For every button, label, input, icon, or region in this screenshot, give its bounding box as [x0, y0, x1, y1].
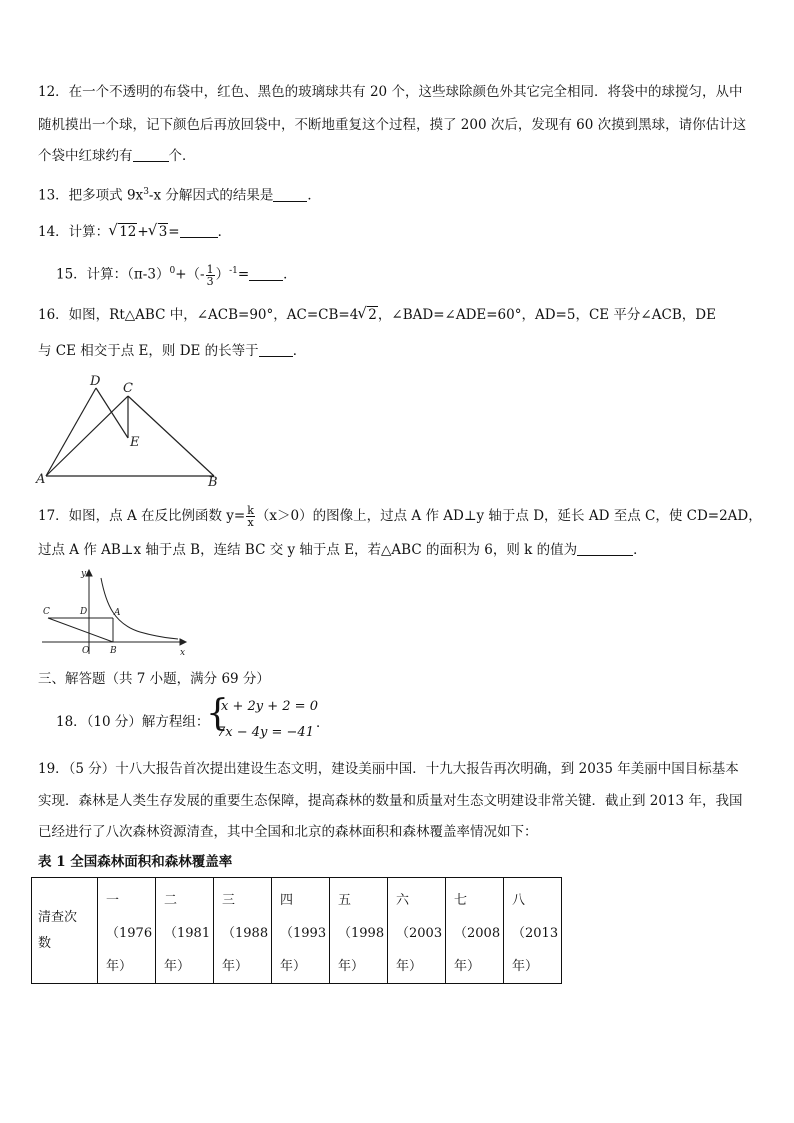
col-8-num: 八	[512, 893, 526, 908]
q17-label-d: D	[80, 607, 88, 617]
col-5-tail: 年）	[338, 959, 365, 974]
q15-end: ．	[283, 266, 297, 283]
col-2-tail: 年）	[164, 959, 191, 974]
q17-fraction	[246, 505, 255, 528]
table-cell-col-4	[272, 878, 330, 984]
table-cell-col-6	[388, 878, 446, 984]
q15-numerator: 1	[206, 262, 214, 276]
q14-radicand-3: 3	[158, 224, 168, 240]
q18-label: 18．（10 分）解方程组：	[56, 714, 210, 730]
q16-line-2	[38, 342, 306, 360]
col-8-tail: 年）	[512, 959, 539, 974]
q15-exp-neg1: -1	[229, 266, 238, 276]
q15-eq: =	[237, 266, 250, 283]
q17-label-a: A	[114, 608, 121, 618]
q15-fraction	[206, 264, 215, 287]
col-2-num: 二	[164, 893, 178, 908]
table-header-cell	[32, 878, 98, 984]
col-3-num: 三	[222, 893, 236, 908]
q16-segment-ad	[46, 388, 96, 476]
q14-line	[38, 223, 231, 241]
q13-end: ．	[307, 187, 321, 204]
q17-line-1a: 17．如图，点 A 在反比例函数 y=	[38, 508, 246, 524]
q13-text-b: -x 分解因式的结果是	[148, 187, 274, 204]
q17-y-arrow	[86, 570, 92, 576]
q16-line-1	[38, 306, 716, 324]
q17-label-b: B	[110, 646, 117, 656]
table-header-line-2: 数	[38, 935, 52, 951]
q16-label-a: A	[36, 472, 46, 487]
q16-label-b: B	[208, 475, 218, 488]
col-8-year: （2013	[512, 926, 559, 941]
table-cell-col-7	[446, 878, 504, 984]
q13-answer-blank	[273, 187, 307, 202]
q17-segment-cb	[48, 618, 113, 642]
q17-label-y: y	[81, 569, 87, 579]
q13-exponent: 3	[143, 187, 149, 197]
q14-end: ．	[217, 224, 232, 240]
q17-denominator: x	[247, 516, 254, 529]
q12-line-3a: 个袋中红球约有	[38, 148, 133, 164]
q17-label-o: O	[82, 646, 90, 656]
q15-answer-blank	[249, 266, 283, 281]
q16-label-e: E	[130, 435, 140, 450]
col-3-tail: 年）	[222, 959, 249, 974]
q14-sqrt-12	[109, 223, 137, 241]
col-3-year: （1988	[222, 926, 269, 941]
q17-label-x: x	[180, 648, 186, 658]
q15-plus: +（-	[175, 266, 205, 283]
table-cell-col-5	[330, 878, 388, 984]
q14-answer-blank	[180, 223, 218, 238]
q16-line-1b: ，∠BAD=∠ADE=60°，AD=5，CE 平分∠ACB，DE	[377, 307, 716, 323]
col-6-num: 六	[396, 893, 410, 908]
q14-radicand-12: 12	[119, 224, 137, 240]
q17-line-2	[38, 541, 647, 559]
table-cell-col-2	[156, 878, 214, 984]
col-7-tail: 年）	[454, 959, 481, 974]
q16-line-1a: 16．如图，Rt△ABC 中，∠ACB=90°，AC=CB=4	[38, 307, 359, 323]
col-7-num: 七	[454, 893, 468, 908]
q16-triangle-figure	[34, 372, 230, 488]
q17-line-2a: 过点 A 作 AB⊥x 轴于点 B，连结 BC 交 y 轴于点 E，若△ABC 的面积为 6，则 k 的值为	[38, 542, 578, 558]
table-cell-col-1	[98, 878, 156, 984]
q17-coordinate-figure	[38, 566, 188, 658]
q16-sqrt-2	[358, 306, 378, 324]
col-6-year: （2003	[396, 926, 443, 941]
q17-line-1b: （x＞0）的图像上，过点 A 作 AD⊥y 轴于点 D，延长 AD 至点 C，使 CD=2AD，	[255, 508, 762, 524]
col-2-year: （1981	[164, 926, 211, 941]
q16-radicand-2: 2	[368, 307, 377, 323]
q16-answer-blank	[259, 342, 293, 357]
table-cell-col-3	[214, 878, 272, 984]
q12-line-3	[38, 147, 196, 165]
q15-exp-0: 0	[169, 266, 176, 276]
col-5-num: 五	[338, 893, 352, 908]
q19-line-3: 已经进行了八次森林资源清查，其中全国和北京的森林面积和森林覆盖率情况如下：	[38, 824, 538, 840]
q14-eq: =	[168, 224, 180, 240]
table-1	[31, 877, 562, 984]
q14-label: 14．计算：	[38, 224, 110, 240]
q12-line-3b: 个．	[168, 148, 196, 164]
q13-text-a: 13．把多项式 9x	[38, 187, 144, 204]
q16-line-2a: 与 CE 相交于点 E，则 DE 的长等于	[38, 343, 259, 359]
q19-line-1: 19．（5 分）十八大报告首次提出建设生态文明，建设美丽中国．十九大报告再次明确，到 2035 年美丽中国目标基本	[38, 761, 739, 777]
q17-x-arrow	[180, 639, 186, 645]
q15-label: 15．计算：（π-3）	[56, 266, 170, 283]
col-5-year: （1998	[338, 926, 385, 941]
q17-line-1	[38, 505, 762, 528]
q18-equation-1: x + 2y + 2 = 0	[221, 699, 318, 714]
q15-denominator: 3	[206, 274, 214, 288]
q14-plus: +	[137, 224, 149, 240]
col-4-year: （1993	[280, 926, 327, 941]
col-4-tail: 年）	[280, 959, 307, 974]
table-1-caption: 表 1 全国森林面积和森林覆盖率	[38, 854, 233, 870]
q19-line-2: 实现．森林是人类生存发展的重要生态保障，提高森林的数量和质量对生态文明建设非常关键．截止到 2013 年，我国	[38, 793, 743, 809]
col-1-year: （1976	[106, 926, 153, 941]
table-header-line-1: 清查次	[38, 909, 78, 925]
q15-close: ）	[215, 266, 230, 283]
col-4-num: 四	[280, 893, 294, 908]
q17-line-2b: ．	[633, 542, 647, 558]
q15-line	[56, 262, 297, 287]
q13-line	[38, 183, 321, 205]
q18-end: ．	[316, 715, 330, 731]
section-3-heading: 三、解答题（共 7 小题，满分 69 分）	[38, 671, 270, 687]
q12-answer-blank	[133, 147, 169, 162]
table-cell-col-8	[504, 878, 562, 984]
q16-segment-ac	[46, 396, 128, 476]
q12-line-1: 12．在一个不透明的布袋中，红色、黑色的玻璃球共有 20 个，这些球除颜色外其它完全相同．将袋中的球搅匀，从中	[38, 84, 743, 100]
table-row	[32, 878, 562, 984]
q17-numerator: k	[247, 504, 254, 517]
col-6-tail: 年）	[396, 959, 423, 974]
q16-label-d: D	[90, 374, 101, 389]
col-1-tail: 年）	[106, 959, 133, 974]
q14-sqrt-3	[149, 223, 169, 241]
q16-line-2b: ．	[292, 343, 307, 359]
q16-segment-cb	[128, 396, 214, 476]
q16-label-c: C	[123, 381, 133, 396]
q12-line-2: 随机摸出一个球，记下颜色后再放回袋中，不断地重复这个过程，摸了 200 次后，发现有 60 次摸到黑球，请你估计这	[38, 117, 747, 133]
q18-brace: {	[206, 693, 229, 734]
q17-label-c: C	[43, 607, 50, 617]
col-7-year: （2008	[454, 926, 501, 941]
col-1-num: 一	[106, 893, 120, 908]
q17-answer-blank	[577, 541, 633, 556]
q18-equation-2: 7x − 4y = −41	[217, 725, 314, 740]
